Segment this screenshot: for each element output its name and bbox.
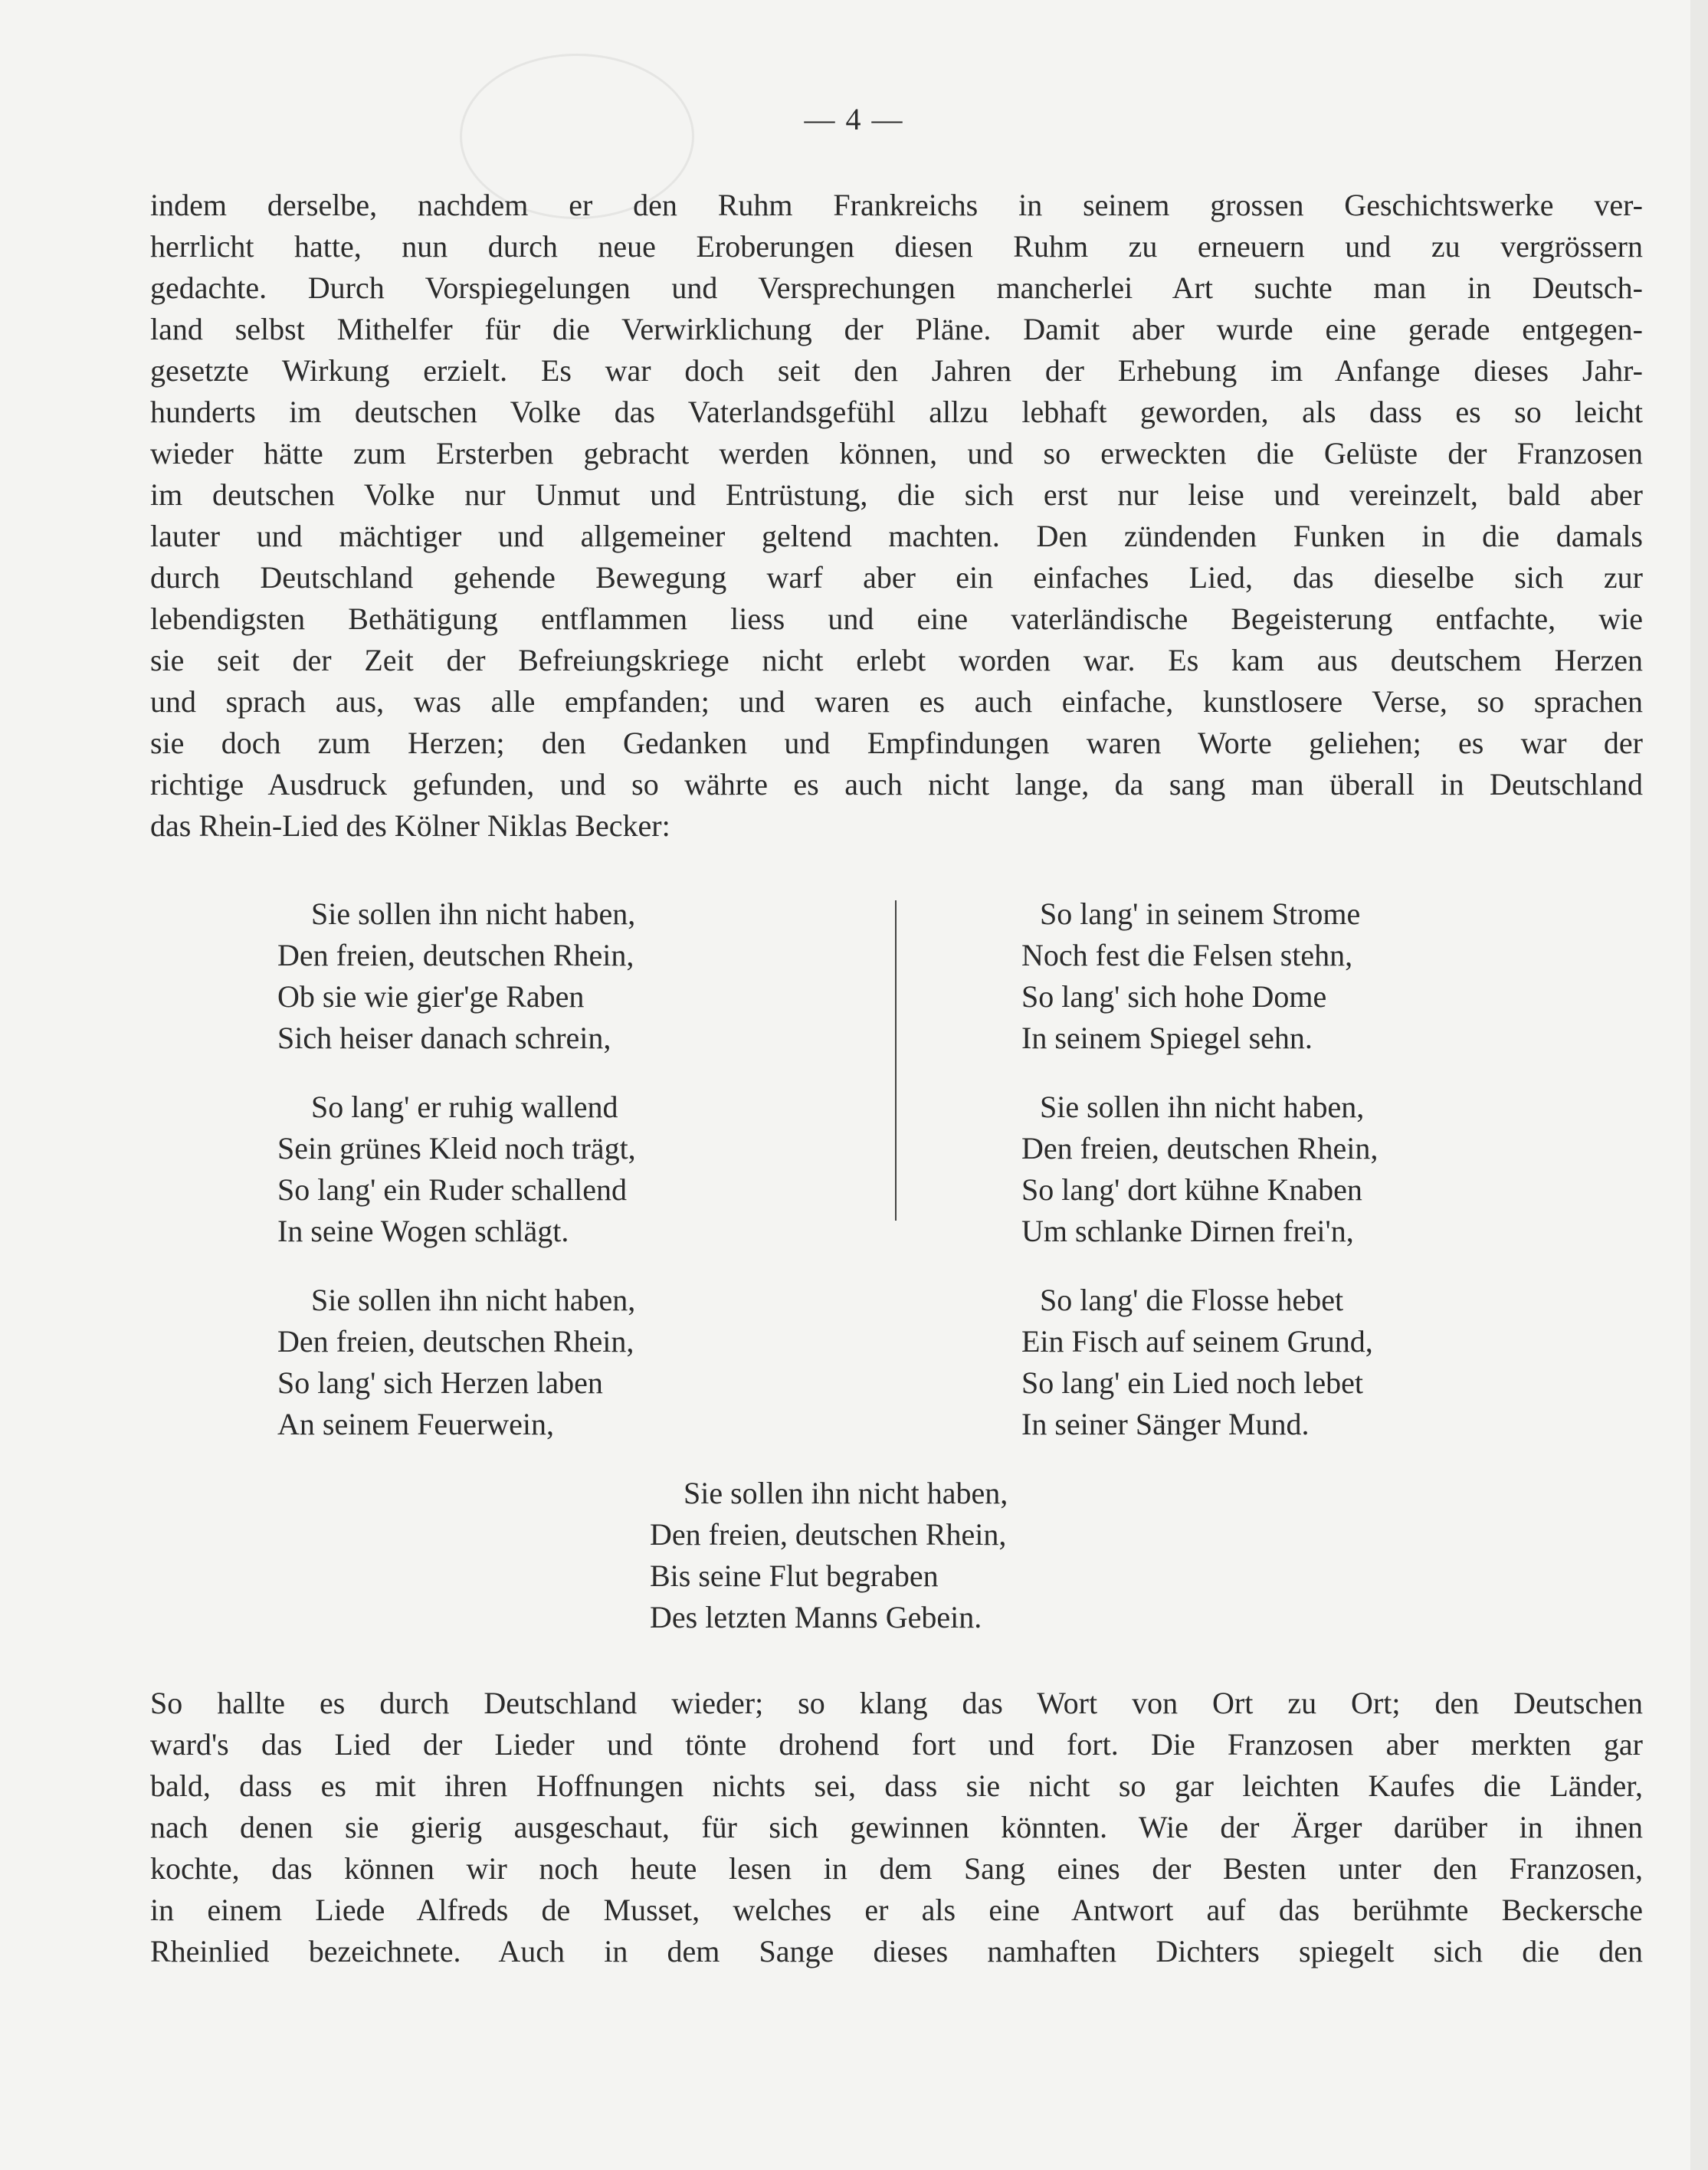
verse-line: Den freien, deutschen Rhein, — [1021, 1131, 1379, 1165]
verse-line: Noch fest die Felsen stehn, — [1021, 938, 1353, 972]
verse-line: So lang' die Flosse hebet — [1040, 1283, 1344, 1317]
verse-line: So lang' sich Herzen laben — [277, 1365, 603, 1400]
verse-line: Ob sie wie gier'ge Raben — [277, 979, 585, 1014]
verse-line: Ein Fisch auf seinem Grund, — [1021, 1324, 1373, 1359]
verse-line: So lang' sich hohe Dome — [1021, 979, 1327, 1014]
verse-line: Sie sollen ihn nicht haben, — [311, 897, 636, 931]
text-line: Rheinlied bezeichnete. Auch in dem Sange dieses namhaften Dichters spiegelt sich die den — [150, 1934, 1643, 1968]
poem-stanza-right-3 — [1021, 1280, 1373, 1445]
poem-stanza-left-2 — [277, 1087, 636, 1252]
text-line: nach denen sie gierig ausgeschaut, für sich gewinnen könnten. Wie der Ärger darüber in ihnen — [150, 1810, 1643, 1844]
verse-line: In seiner Sänger Mund. — [1021, 1407, 1310, 1441]
text-line: lebendigsten Bethätigung entflammen liess und eine vaterländische Begeisterung entfachte, wie — [150, 602, 1643, 636]
verse-line: Sie sollen ihn nicht haben, — [684, 1476, 1008, 1510]
verse-line: Sein grünes Kleid noch trägt, — [277, 1131, 636, 1165]
verse-line: Um schlanke Dirnen frei'n, — [1021, 1214, 1354, 1248]
text-line: durch Deutschland gehende Bewegung warf aber ein einfaches Lied, das dieselbe sich zur — [150, 560, 1643, 595]
verse-line: Den freien, deutschen Rhein, — [650, 1517, 1007, 1552]
verse-line: Sie sollen ihn nicht haben, — [1040, 1090, 1365, 1124]
text-line: gedachte. Durch Vorspiegelungen und Versprechungen mancherlei Art suchte man in Deutsch- — [150, 270, 1643, 305]
page-number: — 4 — — [804, 102, 904, 136]
verse-line: In seine Wogen schlägt. — [277, 1214, 569, 1248]
text-line: kochte, das können wir noch heute lesen in dem Sang eines der Besten unter den Franzosen, — [150, 1851, 1643, 1886]
verse-line: Bis seine Flut begraben — [650, 1559, 939, 1593]
text-line: das Rhein-Lied des Kölner Niklas Becker: — [150, 808, 670, 843]
text-line: in einem Liede Alfreds de Musset, welches er als eine Antwort auf das berühmte Beckersche — [150, 1893, 1643, 1927]
text-line: wieder hätte zum Ersterben gebracht werden können, und so erweckten die Gelüste der Franzosen — [150, 436, 1643, 470]
poem-stanza-left-1 — [277, 893, 635, 1059]
verse-line: So lang' er ruhig wallend — [311, 1090, 618, 1124]
text-line: bald, dass es mit ihren Hoffnungen nichts sei, dass sie nicht so gar leichten Kaufes die Länder, — [150, 1768, 1643, 1803]
text-line: lauter und mächtiger und allgemeiner geltend machten. Den zündenden Funken in die damals — [150, 519, 1643, 553]
verse-line: Den freien, deutschen Rhein, — [277, 1324, 634, 1359]
paragraph-intro — [150, 185, 1643, 847]
text-line: herrlicht hatte, nun durch neue Eroberungen diesen Ruhm zu erneuern und zu vergrössern — [150, 229, 1643, 264]
verse-line: Sich heiser danach schrein, — [277, 1021, 611, 1055]
poem-stanza-right-2 — [1021, 1087, 1378, 1252]
text-line: richtige Ausdruck gefunden, und so währte es auch nicht lange, da sang man überall in Deutschland — [150, 767, 1643, 801]
verse-line: Sie sollen ihn nicht haben, — [311, 1283, 636, 1317]
text-line: hunderts im deutschen Volke das Vaterlandsgefühl allzu lebhaft geworden, als dass es so leicht — [150, 395, 1643, 429]
verse-line: So lang' in seinem Strome — [1040, 897, 1361, 931]
paragraph-continuation — [150, 1683, 1643, 1972]
text-line: indem derselbe, nachdem er den Ruhm Frankreichs in seinem grossen Geschichtswerke ver- — [150, 188, 1643, 222]
verse-line: So lang' ein Lied noch lebet — [1021, 1365, 1363, 1400]
poem-stanza-left-3 — [277, 1280, 635, 1445]
text-line: ward's das Lied der Lieder und tönte drohend fort und fort. Die Franzosen aber merkten gar — [150, 1727, 1643, 1762]
verse-line: So lang' ein Ruder schallend — [277, 1172, 627, 1207]
text-line: land selbst Mithelfer für die Verwirklichung der Pläne. Damit aber wurde eine gerade entgegen- — [150, 312, 1643, 346]
text-line: gesetzte Wirkung erzielt. Es war doch seit den Jahren der Erhebung im Anfange dieses Jahr- — [150, 353, 1643, 388]
poem-column-divider — [895, 900, 897, 1221]
verse-line: Des letzten Manns Gebein. — [650, 1600, 982, 1634]
verse-line: In seinem Spiegel sehn. — [1021, 1021, 1313, 1055]
poem-stanza-right-1 — [1021, 893, 1360, 1059]
text-line: So hallte es durch Deutschland wieder; so klang das Wort von Ort zu Ort; den Deutschen — [150, 1686, 1643, 1720]
verse-line: Den freien, deutschen Rhein, — [277, 938, 634, 972]
page-edge — [1690, 0, 1708, 2170]
poem-stanza-final — [650, 1473, 1008, 1638]
verse-line: So lang' dort kühne Knaben — [1021, 1172, 1362, 1207]
text-line: im deutschen Volke nur Unmut und Entrüstung, die sich erst nur leise und vereinzelt, bald aber — [150, 477, 1643, 512]
verse-line: An seinem Feuerwein, — [277, 1407, 555, 1441]
text-line: sie seit der Zeit der Befreiungskriege nicht erlebt worden war. Es kam aus deutschem Herzen — [150, 643, 1643, 677]
text-line: und sprach aus, was alle empfanden; und waren es auch einfache, kunstlosere Verse, so sprachen — [150, 684, 1643, 719]
text-line: sie doch zum Herzen; den Gedanken und Empfindungen waren Worte geliehen; es war der — [150, 726, 1643, 760]
